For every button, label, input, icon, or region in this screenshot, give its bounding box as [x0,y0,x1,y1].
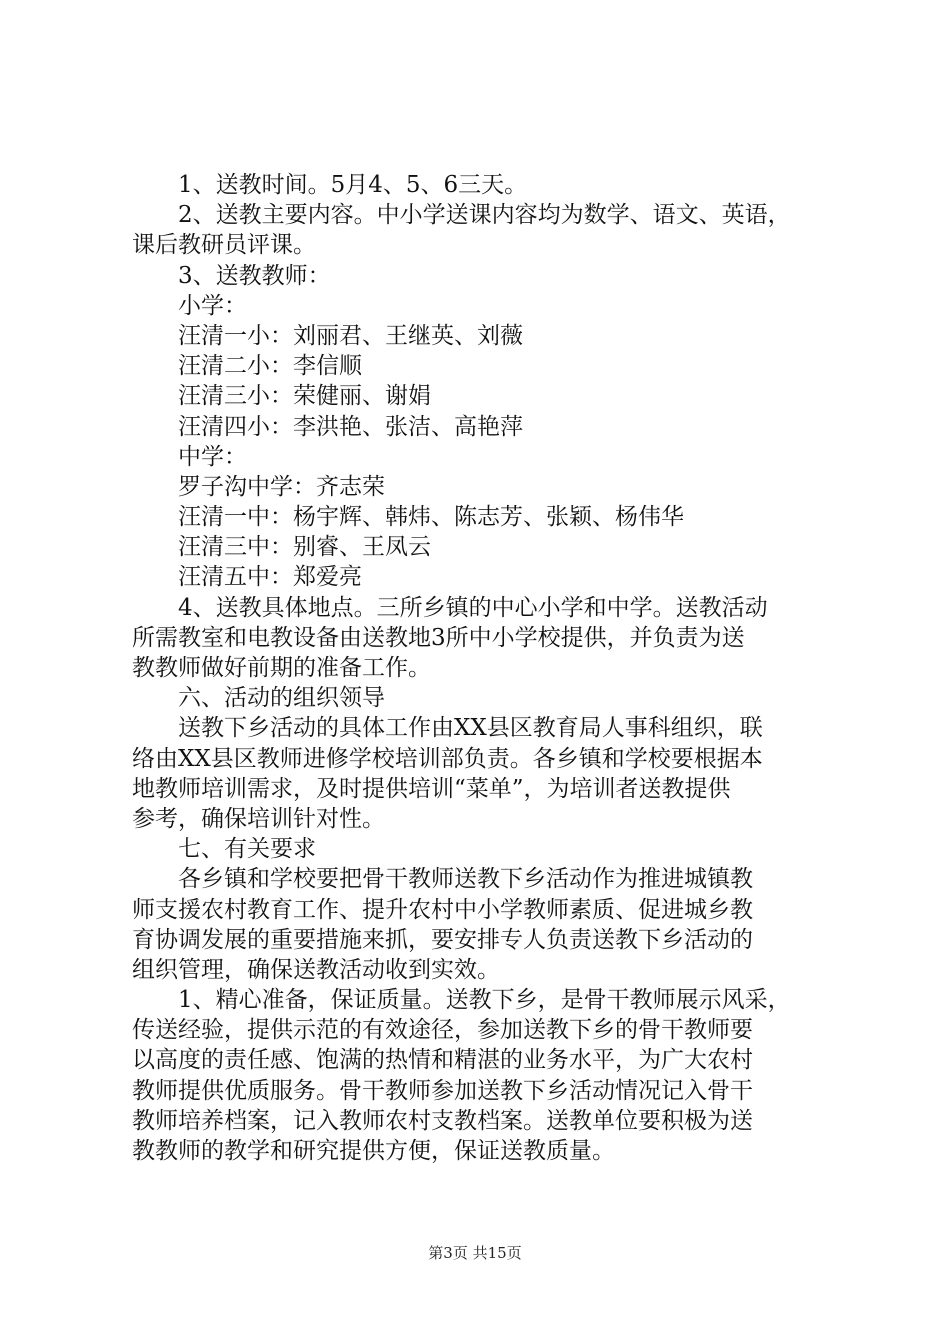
text-line: 六、活动的组织领导 [178,685,385,712]
text-line: 汪清三中：别睿、王凤云 [178,534,431,561]
text-line: 小学： [178,292,247,319]
text-line: 送教下乡活动的具体工作由XX县区教育局人事科组织，联 [178,715,763,742]
text-line: 汪清一小：刘丽君、王继英、刘薇 [178,322,523,349]
text-line: 汪清四小：李洪艳、张洁、高艳萍 [178,413,523,440]
text-line: 汪清三小：荣健丽、谢娟 [178,383,431,410]
text-line: 2、送教主要内容。中小学送课内容均为数学、语文、英语， [178,202,791,229]
text-line: 课后教研员评课。 [132,232,316,259]
text-line: 组织管理，确保送教活动收到实效。 [132,956,500,983]
text-line: 所需教室和电教设备由送教地3所中小学校提供，并负责为送 [132,624,745,651]
text-line: 育协调发展的重要措施来抓，要安排专人负责送教下乡活动的 [132,926,753,953]
text-line: 1、送教时间。5月4、5、6三天。 [178,172,528,198]
text-line: 参考，确保培训针对性。 [132,805,385,832]
text-line: 中学： [178,443,247,470]
text-line: 教师培养档案，记入教师农村支教档案。送教单位要积极为送 [132,1107,753,1134]
text-line: 络由XX县区教师进修学校培训部负责。各乡镇和学校要根据本 [132,745,763,772]
page-number: 第3页 共15页 [428,1244,522,1262]
text-line: 罗子沟中学：齐志荣 [178,473,385,500]
text-line: 4、送教具体地点。三所乡镇的中心小学和中学。送教活动 [178,594,768,621]
text-line: 七、有关要求 [178,836,316,863]
text-line: 汪清五中：郑爱亮 [178,564,362,591]
text-line: 1、精心准备，保证质量。送教下乡，是骨干教师展示风采， [178,987,791,1014]
page-footer [0,1243,950,1263]
text-line: 汪清一中：杨宇辉、韩炜、陈志芳、张颖、杨伟华 [178,504,684,531]
text-line: 地教师培训需求，及时提供培训“菜单”，为培训者送教提供 [132,775,731,802]
text-line: 教教师的教学和研究提供方便，保证送教质量。 [132,1138,615,1164]
text-line: 师支援农村教育工作、提升农村中小学教师素质、促进城乡教 [132,896,753,923]
text-line: 教师提供优质服务。骨干教师参加送教下乡活动情况记入骨干 [132,1077,753,1104]
text-line: 汪清二小：李信顺 [178,353,362,380]
text-line: 各乡镇和学校要把骨干教师送教下乡活动作为推进城镇教 [178,866,753,893]
text-line: 传送经验，提供示范的有效途径，参加送教下乡的骨干教师要 [132,1017,753,1044]
text-line: 3、送教教师： [178,262,331,289]
document-body [132,170,832,1166]
text-line: 教教师做好前期的准备工作。 [132,655,431,681]
text-line: 以高度的责任感、饱满的热情和精湛的业务水平，为广大农村 [132,1047,753,1074]
